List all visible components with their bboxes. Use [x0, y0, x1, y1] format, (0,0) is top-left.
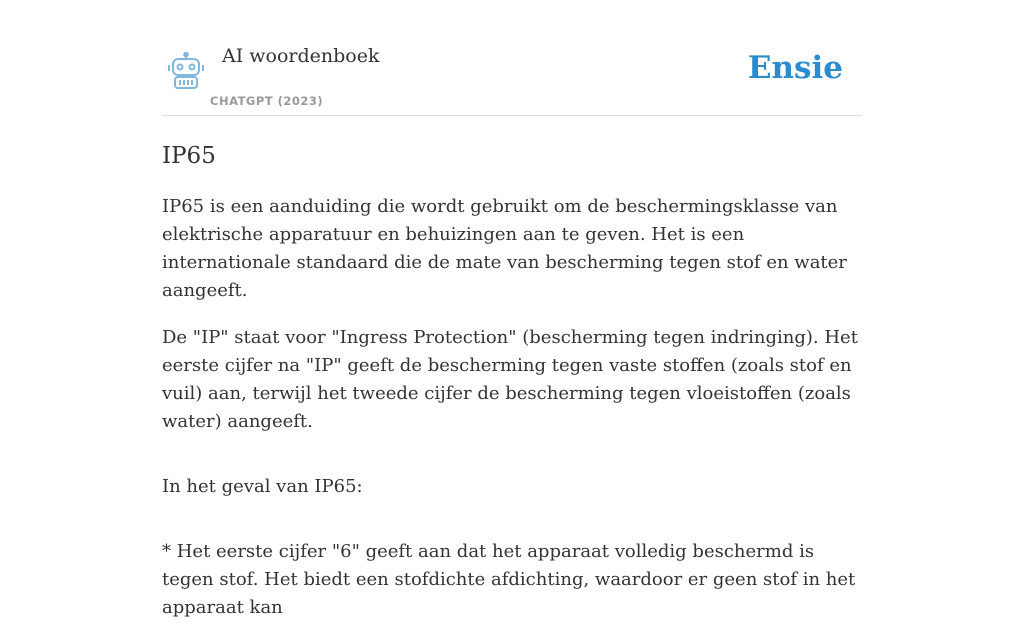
dictionary-header: [162, 0, 862, 116]
dictionary-title[interactable]: AI woordenboek: [222, 45, 380, 67]
ensie-logo[interactable]: Ensie: [747, 50, 843, 86]
definition-paragraph: * Het eerste cijfer "6" geeft aan dat het apparaat volledig beschermd is tegen stof. Het biedt een stofdichte afdichting, waardoor er geen stof in het apparaat kan: [162, 541, 856, 618]
dictionary-source: CHATGPT (2023): [210, 94, 324, 108]
entry-title: IP65: [162, 143, 216, 169]
definition-paragraph: In het geval van IP65:: [162, 476, 363, 497]
definition-paragraph: IP65 is een aanduiding die wordt gebruikt om de beschermingsklasse van elektrische apparatuur en behuizingen aan te geven. Het is een internationale standaard die de mate van bescherming tegen stof en water aangeeft.: [162, 196, 847, 301]
entry-definition: [162, 193, 862, 622]
page-container: [162, 0, 862, 641]
robot-icon[interactable]: [166, 52, 206, 90]
definition-paragraph: De "IP" staat voor "Ingress Protection" (bescherming tegen indringing). Het eerste cijfer na "IP" geeft de bescherming tegen vaste stoffen (zoals stof en vuil) aan, terwijl het tweede cijfer de bescherming tegen vloeistoffen (zoals water) aangeeft.: [162, 327, 858, 432]
